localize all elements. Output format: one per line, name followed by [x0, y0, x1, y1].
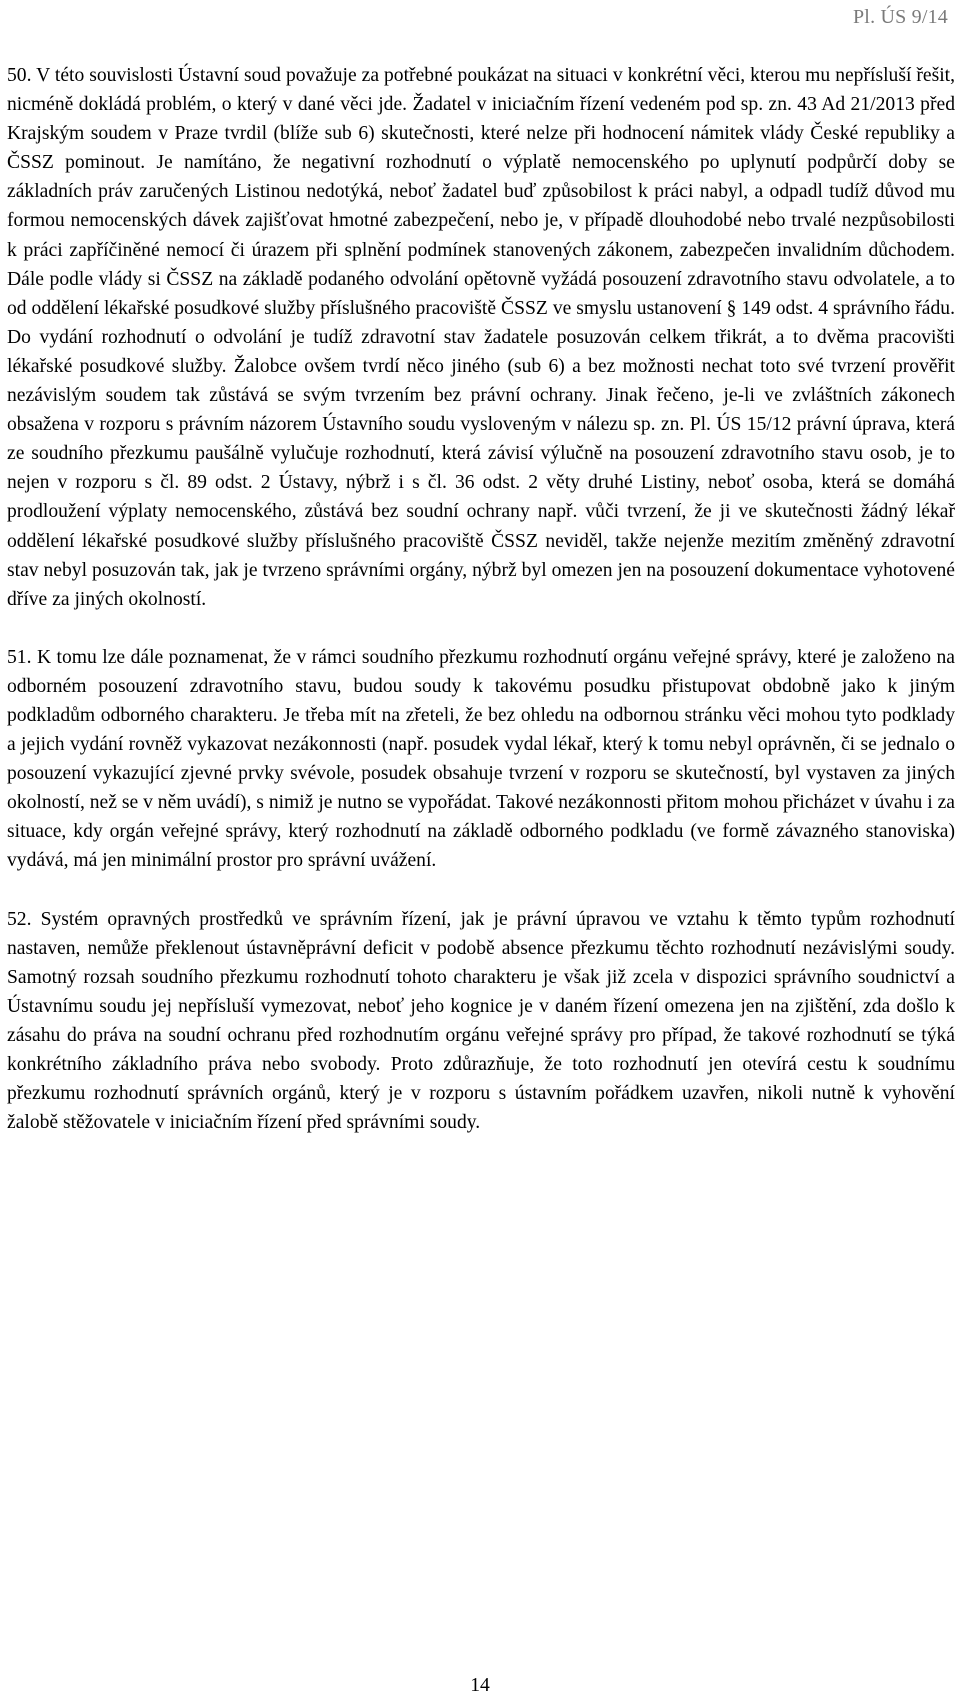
paragraph-52: 52. Systém opravných prostředků ve správním řízení, jak je právní úpravou ve vztahu k těmto typům rozhodnutí nastaven, nemůže překlenout ústavněprávní deficit v podobě absence přezkumu těchto rozhodnutí nezávislými soudy. Samotný rozsah soudního přezkumu rozhodnutí tohoto charakteru je však již zcela v dispozici správního soudnictví a Ústavnímu soudu jej nepřísluší vymezovat, neboť jeho kognice je v daném řízení omezena jen na zjištění, zda došlo k zásahu do práva na soudní ochranu před rozhodnutím orgánu veřejné správy pro případ, že takové rozhodnutí se týká konkrétního základního práva nebo svobody. Proto zdůrazňuje, že toto rozhodnutí jen otevírá cestu k soudnímu přezkumu rozhodnutí správních orgánů, který je v rozporu s ústavním pořádkem uzavřen, nikoli nutně k vyhovění žalobě stěžovatele v iniciačním řízení před správními soudy. — [7, 908, 955, 1134]
document-body — [7, 61, 955, 1137]
paragraph-50: 50. V této souvislosti Ústavní soud považuje za potřebné poukázat na situaci v konkrétní věci, kterou mu nepřísluší řešit, nicméně dokládá problém, o který v dané věci jde. Žadatel v iniciačním řízení vedeném pod sp. zn. 43 Ad 21/2013 před Krajským soudem v Praze tvrdil (blíže sub 6) skutečnosti, které nelze při hodnocení námitek vlády České republiky a ČSSZ pominout. Je namítáno, že negativní rozhodnutí o výplatě nemocenského po uplynutí podpůrčí doby se základních práv zaručených Listinou nedotýká, neboť žadatel buď způsobilost k práci nabyl, a odpadl tudíž důvod mu formou nemocenských dávek zajišťovat hmotné zabezpečení, nebo je, v případě dlouhodobé nebo trvalé nezpůsobilosti k práci zapříčiněné nemocí či úrazem při splnění podmínek stanovených zákonem, zabezpečen invalidním důchodem. Dále podle vlády si ČSSZ na základě podaného odvolání opětovně vyžádá posouzení zdravotního stavu odvolatele, a to od oddělení lékařské posudkové služby příslušného pracoviště ČSSZ ve smyslu ustanovení § 149 odst. 4 správního řádu. Do vydání rozhodnutí o odvolání je tudíž zdravotní stav žadatele posuzován celkem třikrát, a to dvěma pracovišti lékařské posudkové služby. Žalobce ovšem tvrdí něco jiného (sub 6) a bez možnosti nechat toto své tvrzení prověřit nezávislým soudem tak zůstává se svým tvrzením bez právní ochrany. Jinak řečeno, je-li ve zvláštních zákonech obsažena v rozporu s právním názorem Ústavního soudu vysloveným v nálezu sp. zn. Pl. ÚS 15/12 právní úprava, která ze soudního přezkumu paušálně vylučuje rozhodnutí, která závisí výlučně na posouzení zdravotního stavu osob, je to nejen v rozporu s čl. 89 odst. 2 Ústavy, nýbrž i s čl. 36 odst. 2 věty druhé Listiny, neboť osoba, která se domáhá prodloužení výplaty nemocenského, zůstává bez soudní ochrany např. vůči tvrzení, že ji ve skutečnosti žádný lékař oddělení lékařské posudkové služby příslušného pracoviště ČSSZ neviděl, takže nejenže mezitím změněný zdravotní stav nebyl posuzován tak, jak je tvrzeno správními orgány, nýbrž byl omezen jen na posouzení dokumentace vyhotovené dříve za jiných okolností. — [7, 65, 955, 610]
document-header-case-reference: Pl. ÚS 9/14 — [852, 6, 948, 28]
paragraph-51: 51. K tomu lze dále poznamenat, že v rámci soudního přezkumu rozhodnutí orgánu veřejné správy, které je založeno na odborném posouzení zdravotního stavu, budou soudy k takovému posudku přistupovat obdobně jako k jiným podkladům odborného charakteru. Je třeba mít na zřeteli, že bez ohledu na odbornou stránku věci mohou tyto podklady a jejich vydání rovněž vykazovat nezákonnosti (např. posudek vydal lékař, který k tomu nebyl oprávněn, či se jednalo o posouzení vykazující zjevné prvky svévole, posudek obsahuje tvrzení v rozporu se skutečností, byl vystaven za jiných okolností, než se v něm uvádí), s nimiž je nutno se vypořádat. Takové nezákonnosti přitom mohou přicházet v úvahu i za situace, kdy orgán veřejné správy, který rozhodnutí na základě odborného podkladu (ve formě závazného stanoviska) vydává, má jen minimální prostor pro správní uvážení. — [7, 646, 955, 872]
page-number: 14 — [470, 1675, 490, 1696]
